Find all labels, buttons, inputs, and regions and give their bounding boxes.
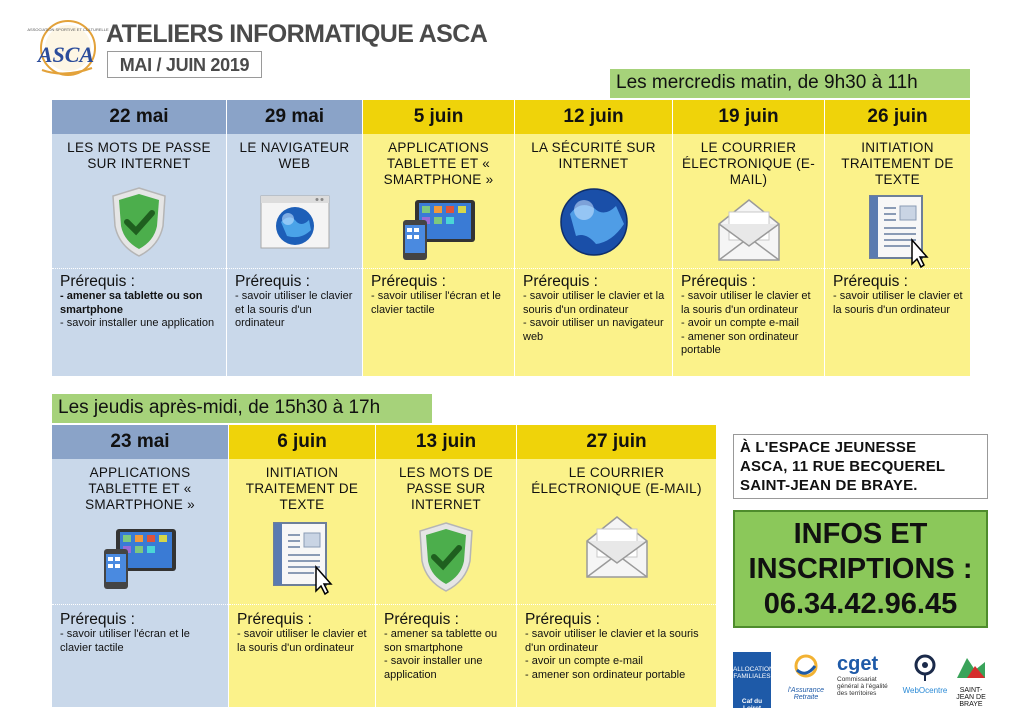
session-topic: LE NAVIGATEUR WEB [239, 140, 350, 171]
webocentre-logo: WebOcentre [901, 652, 949, 708]
tablet-phone-icon [397, 196, 481, 272]
prereq-title: Prérequis : [235, 273, 310, 290]
session-card [363, 100, 515, 376]
prereq-line: - amener son ordinateur portable [525, 668, 686, 681]
session-topic: APPLICATIONS TABLETTE ET « SMARTPHONE » [85, 465, 195, 512]
session-date: 6 juin [229, 425, 375, 459]
prereq-line: - amener sa tablette ou son smartphone [384, 628, 498, 654]
info-line: INFOS ET [793, 518, 928, 550]
prereq-line: - savoir utiliser l'écran et le clavier tactile [60, 628, 190, 654]
saint-jean-de-braye-logo: SAINT-JEAN DE BRAYE [951, 652, 991, 708]
wednesday-banner: Les mercredis matin, de 9h30 à 11h [610, 69, 970, 98]
prerequisites [525, 611, 710, 682]
prerequisites [523, 273, 666, 344]
prereq-line: - amener son ordinateur portable [681, 330, 799, 356]
envelope-icon [579, 509, 655, 585]
session-card [229, 425, 376, 707]
prerequisites [833, 273, 964, 317]
prereq-line: - savoir utiliser le clavier et la souris d'un ordinateur [525, 628, 699, 654]
prereq-title: Prérequis : [681, 273, 756, 290]
globe-icon [556, 184, 632, 260]
session-card [825, 100, 970, 376]
logo-ring-text: ASSOCIATION SPORTIVE ET CULTURELLE [27, 27, 109, 32]
prerequisites [60, 273, 220, 331]
session-topic: APPLICATIONS TABLETTE ET « SMARTPHONE » [383, 140, 494, 187]
wednesday-schedule [52, 100, 970, 376]
session-card [376, 425, 517, 707]
thursday-schedule [52, 425, 716, 707]
logo-text: ASCA [37, 42, 95, 67]
thursday-banner: Les jeudis après-midi, de 15h30 à 17h [52, 394, 432, 423]
session-topic: LE COURRIER ÉLECTRONIQUE (E-MAIL) [531, 465, 702, 496]
document-icon [860, 192, 936, 268]
session-date: 29 mai [227, 100, 362, 134]
session-card [515, 100, 673, 376]
envelope-icon [711, 192, 787, 268]
session-date: 26 juin [825, 100, 970, 134]
address-line: À L'ESPACE JEUNESSE [740, 439, 917, 456]
prereq-title: Prérequis : [60, 611, 135, 628]
prerequisites [237, 611, 369, 655]
session-date: 22 mai [52, 100, 226, 134]
prereq-line: - avoir un compte e-mail [681, 317, 799, 329]
prereq-line: - avoir un compte e-mail [525, 655, 643, 667]
info-line: INSCRIPTIONS : [748, 553, 973, 585]
info-box [733, 510, 988, 628]
prerequisites [60, 611, 222, 655]
caf-logo: ALLOCATIONS FAMILIALES Caf du Loiret [733, 652, 771, 708]
prereq-line: - amener sa tablette ou son smartphone [60, 290, 203, 316]
shield-check-icon [408, 519, 484, 595]
session-card [52, 425, 229, 707]
session-topic: LES MOTS DE PASSE SUR INTERNET [398, 465, 494, 512]
phone-number: 06.34.42.96.45 [763, 588, 958, 620]
session-date: 12 juin [515, 100, 672, 134]
session-topic: INITIATION TRAITEMENT DE TEXTE [841, 140, 954, 187]
prereq-line: - savoir utiliser le clavier et la souris d'un ordinateur [523, 290, 665, 316]
prereq-line: - savoir installer une application [384, 655, 483, 681]
prereq-line: - savoir utiliser le clavier et la souris d'un ordinateur [235, 290, 353, 329]
page-title: ATELIERS INFORMATIQUE ASCA [106, 20, 488, 48]
session-topic: INITIATION TRAITEMENT DE TEXTE [245, 465, 359, 512]
session-topic: LA SÉCURITÉ SUR INTERNET [531, 140, 656, 171]
assurance-retraite-logo: l'Assurance Retraite [781, 652, 831, 708]
prerequisites [384, 611, 510, 682]
session-card [227, 100, 363, 376]
session-date: 27 juin [517, 425, 716, 459]
prerequisites [235, 273, 356, 331]
prereq-title: Prérequis : [833, 273, 908, 290]
prereq-line: - savoir utiliser l'écran et le clavier tactile [371, 290, 501, 316]
prereq-title: Prérequis : [525, 611, 600, 628]
prereq-line: - savoir utiliser le clavier et la souris d'un ordinateur [681, 290, 811, 316]
document-icon [264, 519, 340, 595]
tablet-phone-icon [98, 525, 182, 601]
session-date: 23 mai [52, 425, 228, 459]
partner-logos [733, 652, 988, 712]
session-topic: LE COURRIER ÉLECTRONIQUE (E-MAIL) [681, 140, 816, 187]
prereq-title: Prérequis : [384, 611, 459, 628]
period-label: MAI / JUIN 2019 [107, 51, 262, 78]
browser-globe-icon [250, 184, 340, 260]
location-address [733, 434, 988, 499]
prereq-title: Prérequis : [237, 611, 312, 628]
cget-logo: cget Commissariat général à l'égalité des territoires [837, 653, 888, 697]
prereq-line: - savoir utiliser le clavier et la souris d'un ordinateur [833, 290, 963, 316]
address-line: ASCA, 11 RUE BECQUEREL [740, 458, 946, 475]
session-card [52, 100, 227, 376]
prereq-title: Prérequis : [371, 273, 446, 290]
prerequisites [681, 273, 818, 358]
session-card [517, 425, 716, 707]
shield-check-icon [101, 184, 177, 260]
prereq-line: - savoir installer une application [60, 317, 215, 329]
session-date: 5 juin [363, 100, 514, 134]
prerequisites [371, 273, 508, 317]
session-date: 13 juin [376, 425, 516, 459]
session-date: 19 juin [673, 100, 824, 134]
address-line: SAINT-JEAN DE BRAYE. [740, 477, 918, 494]
prereq-line: - savoir utiliser le clavier et la souris d'un ordinateur [237, 628, 367, 654]
prereq-line: - savoir utiliser un navigateur web [523, 317, 664, 343]
prereq-title: Prérequis : [60, 273, 135, 290]
asca-logo [27, 18, 109, 82]
session-topic: LES MOTS DE PASSE SUR INTERNET [67, 140, 211, 171]
session-card [673, 100, 825, 376]
prereq-title: Prérequis : [523, 273, 598, 290]
